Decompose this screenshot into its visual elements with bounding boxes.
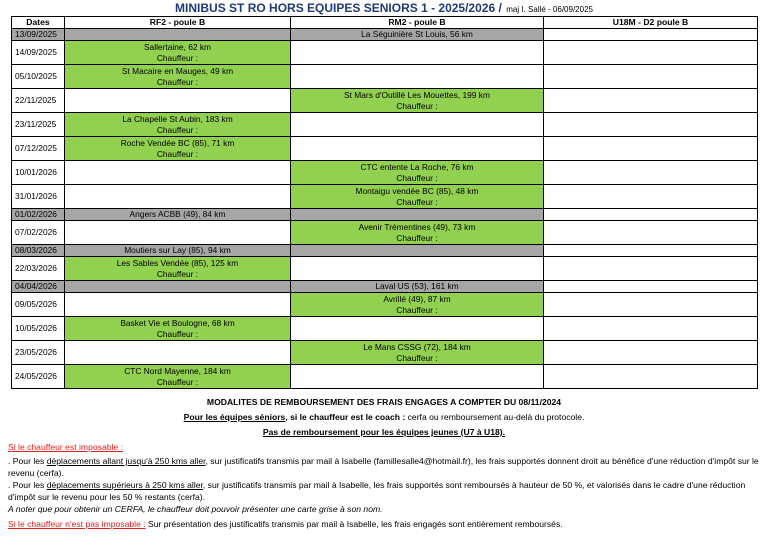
rf2-cell: [65, 245, 291, 257]
rm2-driver: Chauffeur :: [396, 232, 438, 243]
non-taxable-text: Sur présentation des justificatifs transmis par mail à Isabelle, les frais engagés sont entièrement remboursés.: [145, 519, 563, 529]
rule-2-distance: déplacements supérieurs à 250 kms aller: [46, 480, 203, 490]
date-cell: 23/11/2025: [12, 113, 65, 137]
rf2-match: La Chapelle St Aubin, 183 km: [122, 113, 233, 124]
table-row: [12, 29, 758, 41]
table-row: [12, 209, 758, 221]
table-row: [12, 185, 758, 209]
update-note: maj I. Sallé - 06/09/2025: [506, 5, 593, 14]
table-row: [12, 245, 758, 257]
column-header-dates: Dates: [12, 17, 65, 29]
date-cell: 14/09/2025: [12, 41, 65, 65]
rf2-cell: [65, 293, 291, 317]
u18-cell: [544, 113, 758, 137]
date-cell: 24/05/2026: [12, 365, 65, 389]
u18-cell: [544, 281, 758, 293]
seniors-text: cerfa ou remboursement au-delà du protocole.: [405, 412, 585, 422]
rm2-match: Avrillé (49), 87 km: [383, 293, 451, 304]
rf2-cell: [65, 65, 291, 89]
u18-cell: [544, 245, 758, 257]
u18-cell: [544, 221, 758, 245]
rm2-cell: [291, 29, 544, 41]
rf2-match: St Macaire en Mauges, 49 km: [121, 65, 234, 76]
rm2-match: CTC entente La Roche, 76 km: [360, 161, 474, 172]
taxable-title: [8, 441, 760, 453]
rm2-cell: [291, 317, 544, 341]
rf2-driver: Chauffeur :: [156, 376, 199, 387]
rm2-cell: [291, 245, 544, 257]
u18-cell: [544, 137, 758, 161]
seniors-condition: , si le chauffeur est le coach :: [285, 412, 406, 422]
rf2-driver: Chauffeur :: [156, 148, 199, 159]
rm2-cell: [291, 185, 544, 209]
rm2-driver: Chauffeur :: [396, 196, 438, 207]
rf2-match: CTC Nord Mayenne, 184 km: [124, 365, 231, 376]
rm2-cell: [291, 221, 544, 245]
date-cell: 31/01/2026: [12, 185, 65, 209]
rm2-match: Avenir Trémentines (49), 73 km: [358, 221, 476, 232]
u18-cell: [544, 341, 758, 365]
reimbursement-heading: MODALITES DE REMBOURSEMENT DES FRAIS ENGAGES A COMPTER DU 08/11/2024: [206, 397, 562, 407]
youth-no-refund: Pas de remboursement: [262, 427, 358, 437]
rf2-cell: [65, 221, 291, 245]
rf2-match: Sallertaine, 62 km: [143, 41, 212, 52]
rm2-cell: [291, 281, 544, 293]
date-cell: 05/10/2025: [12, 65, 65, 89]
non-taxable-rule: [8, 518, 760, 530]
rm2-match: La Séguinière St Louis, 56 km: [361, 29, 473, 39]
date-cell: 10/01/2026: [12, 161, 65, 185]
page-title: [0, 0, 768, 16]
rf2-match: Basket Vie et Boulogne, 68 km: [120, 317, 235, 328]
table-row: [12, 257, 758, 281]
u18-cell: [544, 365, 758, 389]
rf2-driver: Chauffeur :: [156, 124, 199, 135]
rf2-cell: [65, 161, 291, 185]
rf2-driver: Chauffeur :: [156, 76, 199, 87]
rm2-cell: [291, 113, 544, 137]
rm2-cell: [291, 137, 544, 161]
rm2-cell: [291, 209, 544, 221]
u18-cell: [544, 161, 758, 185]
rule-2-text: , sur justificatifs transmis par mail à Isabelle, les frais supportés sont remboursés à hauteur de 50 %, et valorisés dans le cadre d'une réduction d'impôt sur le revenu pour les 50 % restants (cerfa).: [8, 480, 746, 502]
table-row: [12, 281, 758, 293]
rm2-cell: [291, 41, 544, 65]
table-row: [12, 293, 758, 317]
rm2-cell: [291, 161, 544, 185]
date-cell: 13/09/2025: [12, 29, 65, 41]
rm2-driver: Chauffeur :: [396, 304, 438, 315]
rm2-cell: [291, 365, 544, 389]
rf2-cell: [65, 41, 291, 65]
rm2-driver: Chauffeur :: [396, 172, 438, 183]
rf2-driver: Chauffeur :: [156, 328, 199, 339]
rm2-cell: [291, 341, 544, 365]
rm2-cell: [291, 293, 544, 317]
rf2-match: Moutiers sur Lay (85), 94 km: [124, 245, 231, 255]
rf2-driver: Chauffeur :: [156, 52, 199, 63]
rf2-match: Angers ACBB (49), 84 km: [129, 209, 226, 219]
rule-1-prefix: . Pour les: [8, 456, 47, 466]
table-row: [12, 341, 758, 365]
schedule-body: [12, 29, 758, 389]
date-cell: 10/05/2026: [12, 317, 65, 341]
date-cell: 07/12/2025: [12, 137, 65, 161]
schedule-table: [11, 16, 758, 389]
u18-cell: [544, 65, 758, 89]
seniors-label: Pour les équipes séniors: [183, 412, 286, 422]
rf2-cell: [65, 341, 291, 365]
taxable-rule-1: [8, 455, 760, 479]
rf2-cell: [65, 185, 291, 209]
u18-cell: [544, 29, 758, 41]
u18-cell: [544, 89, 758, 113]
date-cell: 23/05/2026: [12, 341, 65, 365]
rf2-cell: [65, 365, 291, 389]
date-cell: 01/02/2026: [12, 209, 65, 221]
title-main: MINIBUS ST RO HORS EQUIPES SENIORS 1 - 2025/2026 /: [175, 1, 502, 15]
u18-cell: [544, 41, 758, 65]
u18-cell: [544, 257, 758, 281]
rule-1-text: , sur justificatifs transmis par mail à Isabelle (famillesalle4@hotmail.fr), les frais supportés donnent droit au bénéfice d'une réduction d'impôt sur le revenu (cerfa).: [8, 456, 759, 478]
rf2-cell: [65, 257, 291, 281]
column-header-rf2: RF2 - poule B: [65, 17, 291, 29]
table-row: [12, 137, 758, 161]
rf2-cell: [65, 89, 291, 113]
rm2-cell: [291, 257, 544, 281]
rf2-cell: [65, 209, 291, 221]
date-cell: 22/11/2025: [12, 89, 65, 113]
rm2-cell: [291, 65, 544, 89]
rf2-cell: [65, 317, 291, 341]
u18-cell: [544, 185, 758, 209]
cerfa-note: A noter que pour obtenir un CERFA, le chauffeur doit pouvoir présenter une carte grise à son nom.: [8, 504, 383, 514]
rm2-match: Le Mans CSSG (72), 184 km: [363, 341, 471, 352]
table-row: [12, 113, 758, 137]
rm2-driver: Chauffeur :: [396, 100, 438, 111]
table-row: [12, 365, 758, 389]
youth-teams: pour les équipes jeunes (U7 à U18).: [357, 427, 506, 437]
rf2-match: Roche Vendée BC (85), 71 km: [120, 137, 235, 148]
date-cell: 09/05/2026: [12, 293, 65, 317]
u18-cell: [544, 209, 758, 221]
non-taxable-title: Si le chauffeur n'est pas imposable :: [8, 519, 146, 529]
rf2-match: Les Sables Vendée (85), 125 km: [116, 257, 239, 268]
rule-2-prefix: . Pour les: [8, 480, 47, 490]
rf2-cell: [65, 29, 291, 41]
table-row: [12, 89, 758, 113]
table-row: [12, 317, 758, 341]
date-cell: 07/02/2026: [12, 221, 65, 245]
table-row: [12, 41, 758, 65]
rm2-cell: [291, 89, 544, 113]
taxable-rule-2: [8, 479, 760, 503]
column-header-u18: U18M - D2 poule B: [544, 17, 758, 29]
u18-cell: [544, 293, 758, 317]
rf2-cell: [65, 137, 291, 161]
rm2-match: St Mars d'Outillé Les Mouettes, 199 km: [344, 89, 490, 100]
taxable-title-text: Si le chauffeur est imposable :: [8, 442, 123, 452]
table-row: [12, 161, 758, 185]
seniors-rule: [0, 412, 768, 422]
table-row: [12, 221, 758, 245]
rf2-cell: [65, 281, 291, 293]
table-row: [12, 65, 758, 89]
rm2-match: Montaigu vendée BC (85), 48 km: [355, 185, 479, 196]
column-header-rm2: RM2 - poule B: [291, 17, 544, 29]
u18-cell: [544, 317, 758, 341]
rm2-match: Laval US (53), 161 km: [375, 281, 459, 291]
date-cell: 04/04/2026: [12, 281, 65, 293]
rf2-driver: Chauffeur :: [156, 268, 199, 279]
youth-rule: [0, 427, 768, 437]
rm2-driver: Chauffeur :: [396, 352, 438, 363]
rf2-cell: [65, 113, 291, 137]
date-cell: 08/03/2026: [12, 245, 65, 257]
date-cell: 22/03/2026: [12, 257, 65, 281]
rule-1-distance: déplacements allant jusqu'à 250 kms aller: [46, 456, 206, 466]
